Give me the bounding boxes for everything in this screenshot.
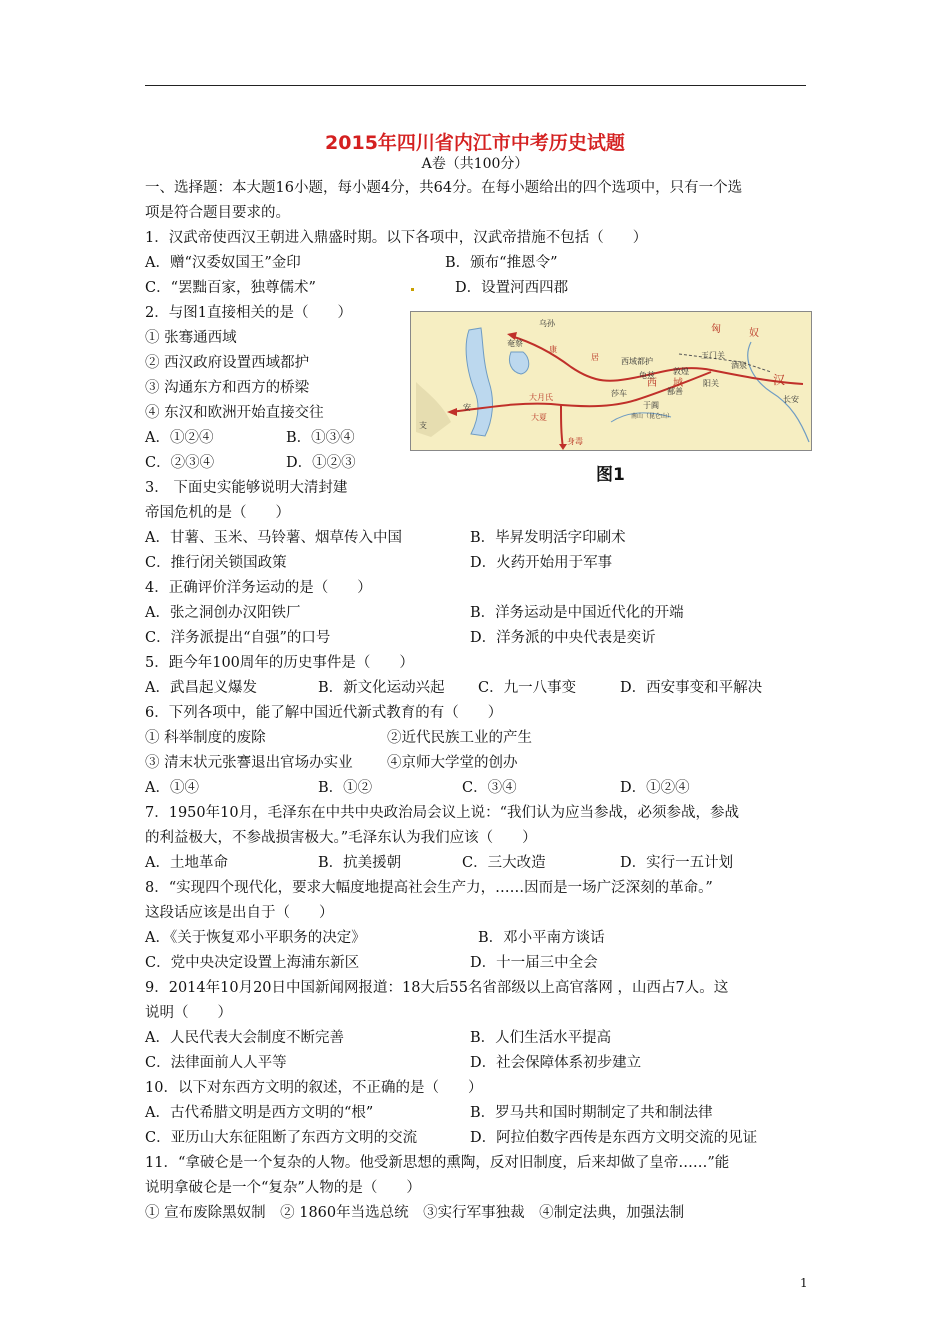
- map-label-qiuci: 龟兹: [639, 371, 655, 380]
- q4-stem: 4．正确评价洋务运动的是（ ）: [145, 580, 372, 596]
- map-label-wusun: 乌孙: [539, 319, 555, 328]
- map-label-shendu: 身毒: [567, 437, 583, 446]
- q2-item-4: ④ 东汉和欧洲开始直接交往: [145, 405, 324, 421]
- header-rule: [145, 85, 806, 86]
- map-label-xiongnu-1: 匈: [711, 324, 721, 335]
- map-label-dayuezhi: 大月氏: [529, 393, 553, 402]
- q8-option-d: D．十一届三中全会: [470, 955, 598, 971]
- page-title: 2015年四川省内江市中考历史试题: [325, 132, 625, 154]
- map-label-daxia: 大夏: [531, 413, 547, 422]
- q7-option-a: A．土地革命: [145, 855, 228, 871]
- q6-item-3: ③ 清末状元张謇退出官场办实业: [145, 755, 353, 771]
- section-instructions: 一、选择题：本大题16小题，每小题4分，共64分。在每小题给出的四个选项中，只有一个选: [145, 180, 743, 196]
- q11-stem-cont: 说明拿破仑是一个“复杂”人物的是（ ）: [145, 1180, 421, 1196]
- q9-stem-cont: 说明（ ）: [145, 1005, 232, 1021]
- q1-option-d: D．设置河西四郡: [455, 280, 569, 296]
- silk-road-map: [410, 311, 812, 451]
- q7-option-c: C．三大改造: [462, 855, 546, 871]
- section-instructions-cont: 项是符合题目要求的。: [145, 205, 290, 221]
- map-label-yu: 域: [673, 378, 683, 389]
- q7-option-b: B．抗美援朝: [318, 855, 402, 871]
- map-label-tiaozhi: 支: [419, 421, 427, 430]
- q9-option-b: B．人们生活水平提高: [470, 1030, 612, 1046]
- map-label-nanshan: 南山（昆仑山）: [631, 413, 674, 420]
- q5-stem: 5．距今年100周年的历史事件是（ ）: [145, 655, 414, 671]
- q6-item-1: ① 科举制度的废除: [145, 730, 266, 746]
- map-label-yangguan: 阳关: [703, 379, 719, 388]
- q7-stem-cont: 的利益极大，不参战损害极大。”毛泽东认为我们应该（ ）: [145, 830, 537, 846]
- q10-option-c: C．亚历山大东征阻断了东西方文明的交流: [145, 1130, 418, 1146]
- map-label-yutian: 于阗: [643, 401, 659, 410]
- q5-option-d: D．西安事变和平解决: [620, 680, 763, 696]
- q4-option-a: A．张之洞创办汉阳铁厂: [145, 605, 301, 621]
- map-label-han: 汉: [773, 373, 786, 387]
- q9-option-c: C．法律面前人人平等: [145, 1055, 287, 1071]
- q4-option-b: B．洋务运动是中国近代化的开端: [470, 605, 684, 621]
- q2-option-a: A．①②④: [145, 430, 214, 446]
- q1-option-b: B．颁布“推恩令”: [445, 255, 558, 271]
- map-label-kangju: 康: [549, 345, 557, 354]
- q2-option-c: C．②③④: [145, 455, 215, 471]
- q11-items: ① 宣布废除黑奴制 ② 1860年当选总统 ③实行军事独裁 ④制定法典，加强法制: [145, 1205, 685, 1221]
- q1-stem: 1．汉武帝使西汉王朝进入鼎盛时期。以下各项中，汉武帝措施不包括（ ）: [145, 230, 648, 246]
- q7-stem: 7．1950年10月，毛泽东在中共中央政治局会议上说：“我们认为应当参战，必须参战，参战: [145, 805, 739, 821]
- q11-stem: 11．“拿破仑是一个复杂的人物。他受新思想的熏陶，反对旧制度，后来却做了皇帝……”能: [145, 1155, 730, 1171]
- q3-stem: 3． 下面史实能够说明大清封建: [145, 480, 348, 496]
- q7-option-d: D．实行一五计划: [620, 855, 734, 871]
- q2-item-3: ③ 沟通东方和西方的桥梁: [145, 380, 310, 396]
- q8-option-a: A．《关于恢复邓小平职务的决定》: [145, 930, 366, 946]
- q6-option-a: A．①④: [145, 780, 199, 796]
- q3-option-b: B．毕昇发明活字印刷术: [470, 530, 626, 546]
- q10-option-d: D．阿拉伯数字西传是东西方文明交流的见证: [470, 1130, 758, 1146]
- q8-option-b: B．邓小平南方谈话: [478, 930, 605, 946]
- q3-option-a: A．甘薯、玉米、马铃薯、烟草传入中国: [145, 530, 402, 546]
- q5-option-b: B．新文化运动兴起: [318, 680, 445, 696]
- map-label-xiongnu-2: 奴: [749, 328, 759, 339]
- q6-option-c: C．③④: [462, 780, 517, 796]
- map-label-duhu: 西域都护: [621, 357, 653, 366]
- q5-option-a: A．武昌起义爆发: [145, 680, 257, 696]
- page-subtitle: A卷（共100分）: [421, 156, 529, 172]
- map-label-dunhuang: 敦煌: [673, 367, 689, 376]
- q2-stem: 2．与图1直接相关的是（ ）: [145, 305, 352, 321]
- map-label-kangju-2: 居: [591, 353, 599, 362]
- ink-dot: [411, 288, 414, 291]
- q9-stem: 9．2014年10月20日中国新闻网报道：18大后55名省部级以上高官落网 ，山西占7人。这: [145, 980, 729, 996]
- map-label-chaqi: 奄蔡: [507, 339, 523, 348]
- map-label-shanshan: 鄯善: [667, 387, 683, 396]
- q8-stem: 8．“实现四个现代化，要求大幅度地提高社会生产力，……因而是一场广泛深刻的革命。”: [145, 880, 713, 896]
- q3-stem-cont: 帝国危机的是（ ）: [145, 505, 290, 521]
- map-label-jiuquan: 酒泉: [731, 361, 747, 370]
- map-label-yumen: 玉门关: [701, 351, 725, 360]
- q8-stem-cont: 这段话应该是出自于（ ）: [145, 905, 334, 921]
- q9-option-d: D．社会保障体系初步建立: [470, 1055, 642, 1071]
- q10-option-a: A．古代希腊文明是西方文明的“根”: [145, 1105, 374, 1121]
- q5-option-c: C．九一八事变: [478, 680, 577, 696]
- q2-item-1: ① 张骞通西域: [145, 330, 237, 346]
- q6-option-d: D．①②④: [620, 780, 690, 796]
- q4-option-c: C．洋务派提出“自强”的口号: [145, 630, 331, 646]
- q1-option-a: A．赠“汉委奴国王”金印: [145, 255, 301, 271]
- q6-item-2: ②近代民族工业的产生: [387, 730, 532, 746]
- q2-item-2: ② 西汉政府设置西域都护: [145, 355, 310, 371]
- q3-option-d: D．火药开始用于军事: [470, 555, 613, 571]
- q10-option-b: B．罗马共和国时期制定了共和制法律: [470, 1105, 713, 1121]
- figure-caption: 图1: [596, 465, 625, 485]
- q4-option-d: D．洋务派的中央代表是奕䜣: [470, 630, 656, 646]
- q2-option-d: D．①②③: [286, 455, 356, 471]
- map-label-changan: 长安: [783, 395, 799, 404]
- q3-option-c: C．推行闭关锁国政策: [145, 555, 287, 571]
- q6-option-b: B．①②: [318, 780, 373, 796]
- map-label-anxi: 安: [463, 403, 471, 412]
- q10-stem: 10．以下对东西方文明的叙述，不正确的是（ ）: [145, 1080, 483, 1096]
- map-label-xi: 西: [647, 378, 657, 389]
- q6-item-4: ④京师大学堂的创办: [387, 755, 518, 771]
- q9-option-a: A．人民代表大会制度不断完善: [145, 1030, 344, 1046]
- map-label-shache: 莎车: [611, 389, 627, 398]
- q1-option-c: C．“罢黜百家，独尊儒术”: [145, 280, 316, 296]
- q2-option-b: B．①③④: [286, 430, 355, 446]
- q8-option-c: C．党中央决定设置上海浦东新区: [145, 955, 360, 971]
- page-number: 1: [800, 1276, 808, 1290]
- q6-stem: 6．下列各项中，能了解中国近代新式教育的有（ ）: [145, 705, 503, 721]
